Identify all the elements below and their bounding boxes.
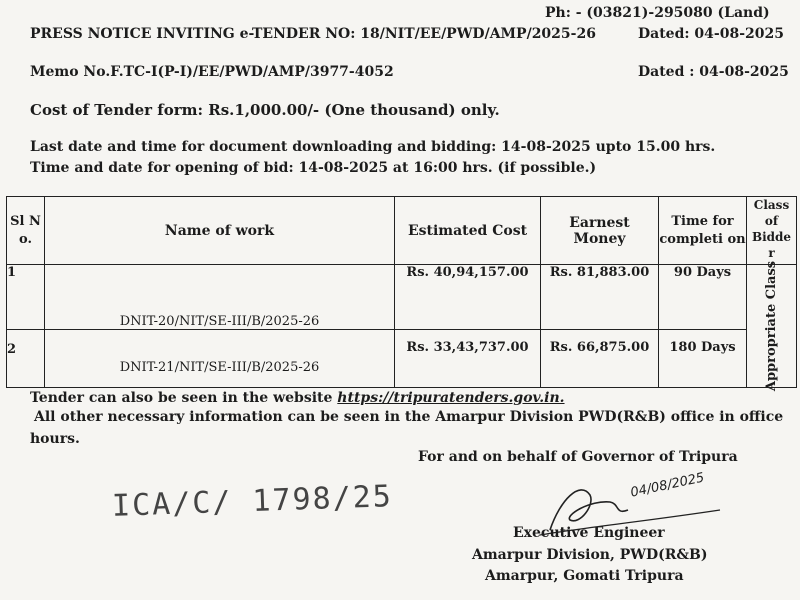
row-estimated-cost: Rs. 33,43,737.00 [395, 329, 541, 387]
row-earnest-money: Rs. 81,883.00 [541, 265, 659, 329]
row-work-name: DNIT-21/NIT/SE-III/B/2025-26 [45, 329, 395, 387]
tender-table [6, 196, 797, 392]
website-line [30, 390, 565, 406]
bid-opening-date: Time and date for opening of bid: 14-08-2025 at 16:00 hrs. (if possible.) [30, 160, 597, 176]
signatory-location: Amarpur, Gomati Tripura [485, 568, 684, 584]
header-sl-no: Sl N o. [7, 197, 45, 265]
table-row [7, 329, 797, 387]
office-info-line2: hours. [30, 431, 80, 447]
tender-website-link[interactable]: https://tripuratenders.gov.in. [337, 390, 565, 406]
header-earnest-money: Earnest Money [541, 197, 659, 265]
row-estimated-cost: Rs. 40,94,157.00 [395, 265, 541, 329]
header-name-of-work: Name of work [45, 197, 395, 265]
table-header-row [7, 197, 797, 265]
last-date-bidding: Last date and time for document downloading and bidding: 14-08-2025 upto 15.00 hrs. [30, 139, 716, 155]
office-info-line1: All other necessary information can be seen in the Amarpur Division PWD(R&B) office in office [34, 409, 784, 425]
memo-date: Dated : 04-08-2025 [638, 64, 789, 80]
header-estimated-cost: Estimated Cost [395, 197, 541, 265]
memo-number: Memo No.F.TC-I(P-I)/EE/PWD/AMP/3977-4052 [30, 64, 394, 80]
handwritten-reference: ICA/C/ 1798/25 [111, 479, 394, 524]
signature-date: 04/08/2025 [629, 470, 706, 501]
row-work-name: DNIT-20/NIT/SE-III/B/2025-26 [45, 265, 395, 329]
row-sl-no: 1 [7, 265, 45, 329]
notice-title-date: Dated: 04-08-2025 [638, 26, 784, 42]
class-of-bidder-cell [747, 261, 797, 392]
signatory-designation: Executive Engineer [513, 525, 665, 541]
phone-number: Ph: - (03821)-295080 (Land) [545, 5, 770, 21]
on-behalf-line: For and on behalf of Governor of Tripura [418, 449, 738, 465]
row-completion-time: 180 Days [659, 329, 747, 387]
table-row [7, 265, 797, 329]
signatory-office: Amarpur Division, PWD(R&B) [472, 547, 708, 563]
website-prefix: Tender can also be seen in the website [30, 390, 338, 406]
row-sl-no: 2 [7, 329, 45, 387]
row-completion-time: 90 Days [659, 265, 747, 329]
class-of-bidder-value: Appropriate Class [763, 261, 779, 392]
header-class-of-bidder: Class of Bidde r [747, 197, 797, 265]
header-time-for-completion: Time for completi on [659, 197, 747, 265]
row-earnest-money: Rs. 66,875.00 [541, 329, 659, 387]
tender-form-cost: Cost of Tender form: Rs.1,000.00/- (One thousand) only. [30, 101, 500, 119]
notice-title: PRESS NOTICE INVITING e-TENDER NO: 18/NIT/EE/PWD/AMP/2025-26 [30, 26, 596, 42]
